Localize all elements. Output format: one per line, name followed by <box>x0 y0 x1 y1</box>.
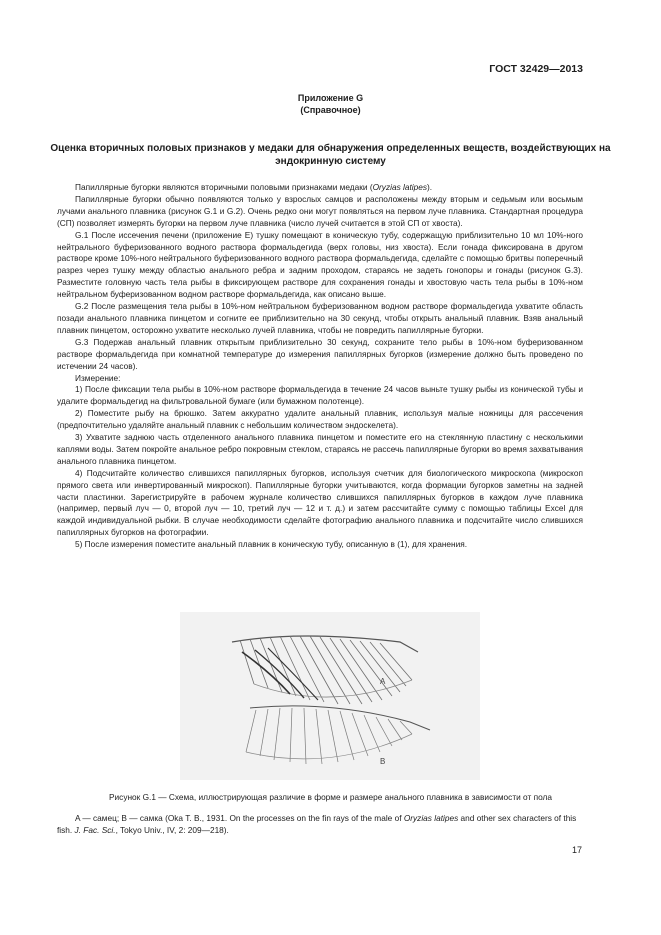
step-4: 4) Подсчитайте количество слившихся папиллярных бугорков, используя счетчик для биологического микроскопа (микроскоп прямого света или инвертированный микроскоп). Папиллярные бугорки учитываются, когда формации бугорков заметны на задней части пластинки. Зарегистрируйте в рабочем журнале количество слившихся папиллярных бугорков в каждом луче плавника (например, первый луч — 0, второй луч — 10, третий луч — 12 и т. д.) и затем рассчитайте сумму с помощью таблицы Excel для каждой индивидуальной рыбки. В случае необходимости сделайте фотографию анального плавника и подсчитайте число слившихся папиллярных бугорков на фотографии. <box>57 467 583 538</box>
appendix-title: Приложение G <box>297 93 364 103</box>
species-name: Oryzias latipes <box>372 182 428 192</box>
figure-note: A — самец; B — самка (Oka T. B., 1931. On the processes on the fin rays of the male of Oryzias latipes and other sex characters of this fish. J. Fac. Sci., Tokyo Univ., IV, 2: 209—218). <box>57 813 577 835</box>
standard-number: ГОСТ 32429—2013 <box>489 63 583 75</box>
body-text <box>57 182 583 551</box>
paragraph-g1: G.1 После иссечения печени (приложение E) тушку помещают в коническую тубу, содержащую приблизительно 10 мл 10%-ного нейтрального буферизованного водного раствора формальдегида (верх головы, низ хвоста). Если гонада фиксирована в другом растворе кроме 10%-ного нейтрального буферизованного водного раствора формальдегида, сделайте с помощью бритвы поперечный разрез через тушку между областью анального ребра и задним проходом, стараясь не задеть гонопоры и гонады (рисунок G.3). Разместите головную часть тела рыбы в фиксирующем растворе для сохранения гонады и хвостовую часть тела рыбы в 10%-ном нейтральном буферизованном водном растворе формальдегида, как описано выше. <box>57 229 583 300</box>
measurement-heading: Измерение: <box>75 372 121 383</box>
step-1: 1) После фиксации тела рыбы в 10%-ном растворе формальдегида в течение 24 часов выньте тушку рыбы из конической тубы и удалите формальдегид на фильтровальной бумаге (или бумажном полотенце). <box>57 384 583 407</box>
paragraph-g2: G.2 После размещения тела рыбы в 10%-ном нейтральном буферизованном водном растворе формальдегида ухватите область позади анального плавника пинцетом и согните ее приблизительно на 30 секунд, чтобы открыть анальный плавник. Взяв анальный плавник пинцетом, осторожно ухватите несколько лучей плавника, чтобы не повредить папиллярные бугорки. <box>57 301 583 335</box>
note-journal: J. Fac. Sci. <box>74 825 116 835</box>
fin-label-a: A <box>380 677 386 686</box>
fin-illustration <box>180 612 480 780</box>
note-species: Oryzias latipes <box>403 813 459 823</box>
paragraph-g3: G.3 Подержав анальный плавник открытым приблизительно 30 секунд, сохраните тело рыбы в 10%-ном буферизованном растворе формальдегида при комнатной температуре до измерения папиллярных бугорков (измерение должно быть проведено по истечении 24 часов). <box>57 336 583 371</box>
fin-label-b: B <box>380 757 386 766</box>
appendix-subtitle: (Справочное) <box>300 105 361 115</box>
paragraph-intro: Папиллярные бугорки являются вторичными половыми признаками медаки (Oryzias latipes). <box>75 182 433 192</box>
appendix-heading <box>0 92 661 116</box>
fin-b-drawing <box>246 706 430 764</box>
paragraph-tubercles: Папиллярные бугорки обычно появляются только у взрослых самцов и расположены между вторым и седьмым или восьмым лучами анального плавника (рисунок G.1 и G.2). Очень редко они могут появляться на первом луче плавника. Стандартная процедура (СП) позволяет измерять бугорки на первом луче плавника (число лучей считается в этой СП от хвоста). <box>57 193 583 228</box>
page-title: Оценка вторичных половых признаков у медаки для обнаружения определенных веществ, воздействующих на эндокринную систему <box>50 143 611 167</box>
figure-caption: Рисунок G.1 — Схема, иллюстрирующая различие в форме и размере анального плавника в зависимости от пола <box>109 792 552 802</box>
fin-a-drawing <box>232 636 418 704</box>
step-5: 5) После измерения поместите анальный плавник в коническую тубу, описанную в (1), для хранения. <box>75 539 468 550</box>
step-3: 3) Ухватите заднюю часть отделенного анального плавника пинцетом и поместите его на стеклянную пластину с несколькими каплями воды. Затем покройте анальное ребро покровным стеклом, стараясь не рассечь папиллярные бугорки во время захватывания анального плавника пинцетом. <box>57 432 583 466</box>
figure-anal-fin <box>180 612 480 780</box>
step-2: 2) Поместите рыбу на брюшко. Затем аккуратно удалите анальный плавник, используя малые ножницы для рассечения (предпочтительно удаляйте анальный плавник с небольшим количеством эндоскелета). <box>57 408 583 431</box>
page-number: 17 <box>571 845 582 855</box>
